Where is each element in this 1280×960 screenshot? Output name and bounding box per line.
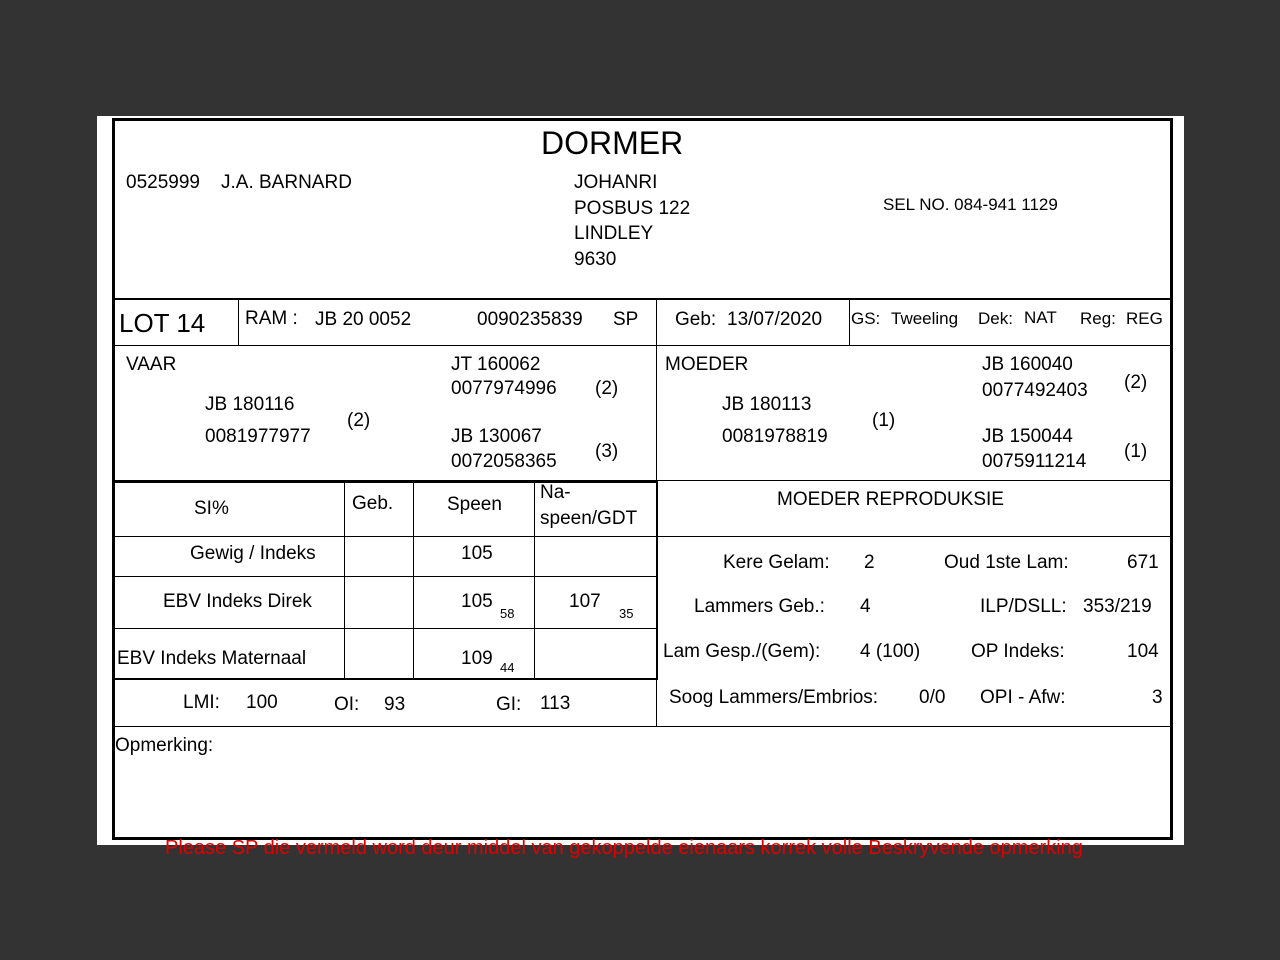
si-header-si: SI% xyxy=(194,498,229,519)
si-header-speen: Speen xyxy=(447,494,502,515)
si-table-border xyxy=(413,482,414,679)
oi-label: OI: xyxy=(334,694,360,715)
dam-dam-count: (1) xyxy=(1124,441,1148,462)
sire-dam-id: JB 130067 xyxy=(451,426,542,447)
divider xyxy=(849,299,850,345)
address-line-4: 9630 xyxy=(574,249,617,270)
ilp-value: 353/219 xyxy=(1083,596,1152,617)
birth-date: 13/07/2020 xyxy=(727,309,823,330)
sire-heading: VAAR xyxy=(126,354,177,375)
reg-value: REG xyxy=(1126,309,1163,328)
kere-gelam-label: Kere Gelam: xyxy=(723,552,830,573)
si-table-border xyxy=(113,628,658,629)
dam-heading: MOEDER xyxy=(665,354,749,375)
op-value: 104 xyxy=(1127,641,1159,662)
op-label: OP Indeks: xyxy=(971,641,1065,662)
owner-name: J.A. BARNARD xyxy=(221,172,352,193)
si-row-label: Gewig / Indeks xyxy=(190,543,316,564)
lot-number: LOT 14 xyxy=(119,308,206,338)
lmi-value: 100 xyxy=(246,692,278,713)
gesp-label: Lam Gesp./(Gem): xyxy=(663,641,821,662)
address-line-2: POSBUS 122 xyxy=(574,198,691,219)
sire-sire-number: 0077974996 xyxy=(451,378,557,399)
dam-repro-title: MOEDER REPRODUKSIE xyxy=(777,489,1004,510)
remark-label: Opmerking: xyxy=(115,735,214,756)
oud-label: Oud 1ste Lam: xyxy=(944,552,1069,573)
address-line-3: LINDLEY xyxy=(574,223,654,244)
divider xyxy=(113,726,1171,727)
sire-number: 0081977977 xyxy=(205,426,311,447)
kere-gelam-value: 2 xyxy=(864,552,875,573)
dam-dam-id: JB 150044 xyxy=(982,426,1073,447)
soog-label: Soog Lammers/Embrios: xyxy=(669,687,879,708)
gs-label: GS: xyxy=(851,309,881,328)
si-row-na: 107 xyxy=(569,591,601,612)
divider xyxy=(113,298,1171,300)
dek-label: Dek: xyxy=(978,309,1013,328)
si-row-na-sub: 35 xyxy=(619,606,634,621)
dam-sire-number: 0077492403 xyxy=(982,380,1088,401)
owner-id: 0525999 xyxy=(126,172,200,193)
lmi-label: LMI: xyxy=(183,692,220,713)
dam-sire-count: (2) xyxy=(1124,372,1148,393)
reg-label: Reg: xyxy=(1080,309,1116,328)
dam-count: (1) xyxy=(872,410,896,431)
lammers-label: Lammers Geb.: xyxy=(694,596,825,617)
phone-number: SEL NO. 084-941 1129 xyxy=(883,195,1058,214)
gi-label: GI: xyxy=(496,694,522,715)
sire-sire-count: (2) xyxy=(595,378,619,399)
si-table-border xyxy=(113,678,658,680)
si-table-border xyxy=(113,536,658,537)
ram-label: RAM : xyxy=(245,308,298,329)
gs-value: Tweeling xyxy=(891,309,959,328)
dam-sire-id: JB 160040 xyxy=(982,354,1073,375)
si-table-border xyxy=(534,482,535,679)
divider xyxy=(113,345,1171,346)
ilp-label: ILP/DSLL: xyxy=(980,596,1067,617)
si-header-na: Na- xyxy=(540,482,571,503)
si-row-speen-sub: 44 xyxy=(500,660,515,675)
si-row-speen: 109 xyxy=(461,648,493,669)
si-header-speen-gdt: speen/GDT xyxy=(540,508,638,529)
si-table-border xyxy=(113,576,658,577)
divider xyxy=(657,536,1171,537)
divider xyxy=(238,299,239,345)
lammers-value: 4 xyxy=(860,596,871,617)
sire-dam-number: 0072058365 xyxy=(451,451,557,472)
birth-label: Geb: xyxy=(675,309,717,330)
oud-value: 671 xyxy=(1127,552,1159,573)
si-row-label: EBV Indeks Maternaal xyxy=(117,648,307,669)
dam-dam-number: 0075911214 xyxy=(982,451,1087,472)
si-row-speen: 105 xyxy=(461,591,493,612)
si-header-geb: Geb. xyxy=(352,493,394,514)
breed-title: DORMER xyxy=(541,125,684,161)
soog-value: 0/0 xyxy=(919,687,946,708)
si-table-border xyxy=(344,482,345,679)
ram-number: 0090235839 xyxy=(477,309,583,330)
footer-note: Please SP die vermeld word deur middel van gekoppelde eienaars korrek volle Beskryvende opmerking xyxy=(165,837,1083,859)
gesp-value: 4 (100) xyxy=(860,641,921,662)
dam-number: 0081978819 xyxy=(722,426,828,447)
gi-value: 113 xyxy=(540,693,571,714)
ram-grade: SP xyxy=(613,309,639,330)
sire-sire-id: JT 160062 xyxy=(451,354,541,375)
opi-value: 3 xyxy=(1152,687,1163,708)
opi-label: OPI - Afw: xyxy=(980,687,1066,708)
sire-count: (2) xyxy=(347,410,371,431)
si-row-label: EBV Indeks Direk xyxy=(163,591,312,612)
si-row-speen-sub: 58 xyxy=(500,606,515,621)
address-line-1: JOHANRI xyxy=(574,172,658,193)
sire-dam-count: (3) xyxy=(595,441,619,462)
oi-value: 93 xyxy=(384,694,406,715)
si-row-speen: 105 xyxy=(461,543,493,564)
sire-id: JB 180116 xyxy=(205,394,295,415)
si-table-border xyxy=(656,482,658,679)
dam-id: JB 180113 xyxy=(722,394,812,415)
ram-id: JB 20 0052 xyxy=(315,309,412,330)
si-table-border xyxy=(113,481,658,483)
dek-value: NAT xyxy=(1024,308,1057,327)
